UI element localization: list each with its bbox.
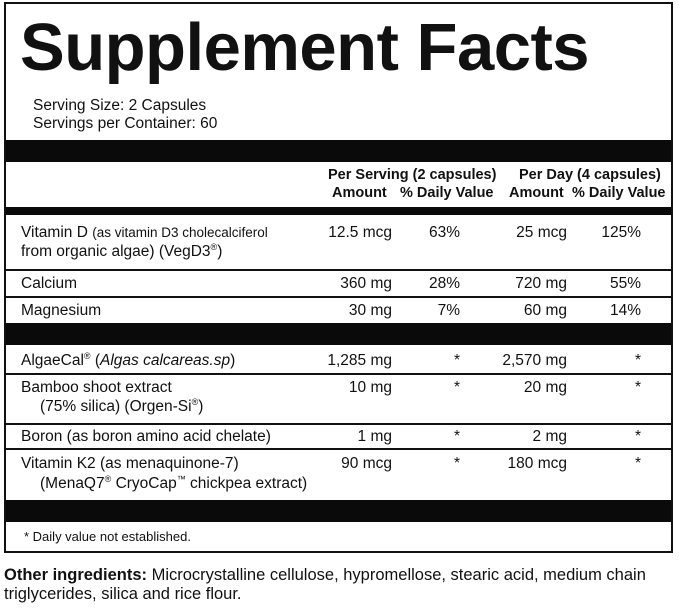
dv-day: 125%	[601, 224, 641, 241]
other-ingredients-text: Microcrystalline cellulose, hypromellose, stearic acid, medium chain triglycerides, silica and rice flour.	[4, 566, 646, 603]
dv-serving: *	[453, 379, 460, 396]
amount-serving: 30 mg	[348, 302, 392, 319]
nutrient-name-cont: from organic algae) (VegD3®)	[21, 241, 223, 260]
dv-day: *	[634, 428, 641, 445]
servings-per-container: Servings per Container: 60	[33, 115, 218, 132]
amount-serving: 360 mg	[340, 275, 392, 292]
amount-serving: 90 mcg	[341, 455, 392, 472]
amount-serving: 10 mg	[348, 379, 392, 396]
row-divider	[6, 269, 671, 271]
amount-day: 2,570 mg	[502, 352, 567, 369]
amount-day: 2 mg	[532, 428, 567, 445]
dv-day: *	[634, 352, 641, 369]
amount-serving: 1 mg	[357, 428, 392, 445]
header-per-day: Per Day (4 capsules)	[519, 167, 661, 183]
dv-serving: 63%	[428, 224, 460, 241]
nutrient-name: Bamboo shoot extract	[21, 379, 172, 396]
header-amount-serving: Amount	[332, 185, 387, 201]
dv-day: *	[634, 455, 641, 472]
row-divider	[6, 296, 671, 298]
dv-serving: *	[453, 352, 460, 369]
panel-title: Supplement Facts	[20, 10, 590, 85]
dv-day: 55%	[609, 275, 641, 292]
serving-size: Serving Size: 2 Capsules	[33, 97, 207, 114]
medium-divider	[6, 207, 671, 215]
amount-day: 25 mcg	[516, 224, 567, 241]
header-dv-serving: % Daily Value	[400, 185, 494, 201]
header-dv-day: % Daily Value	[572, 185, 666, 201]
nutrient-name: Magnesium	[21, 302, 102, 319]
other-ingredients	[4, 566, 674, 604]
row-divider	[6, 423, 671, 425]
amount-serving: 12.5 mcg	[328, 224, 392, 241]
nutrient-name: Vitamin D (as vitamin D3 cholecalciferol	[21, 224, 268, 241]
thick-divider-bottom	[6, 500, 671, 522]
amount-day: 60 mg	[523, 302, 567, 319]
row-divider	[6, 373, 671, 375]
header-amount-day: Amount	[509, 185, 564, 201]
dv-serving: 7%	[437, 302, 460, 319]
dv-serving: 28%	[428, 275, 460, 292]
header-per-serving: Per Serving (2 capsules)	[328, 167, 497, 183]
nutrient-name-cont: (75% silica) (Orgen-Si®)	[40, 396, 204, 415]
nutrient-name-cont: (MenaQ7® CryoCap™ chickpea extract)	[40, 473, 308, 492]
dv-day: *	[634, 379, 641, 396]
dv-serving: *	[453, 455, 460, 472]
amount-day: 20 mg	[523, 379, 567, 396]
nutrient-name: AlgaeCal® (Algas calcareas.sp)	[21, 350, 236, 369]
dv-serving: *	[453, 428, 460, 445]
footnote: * Daily value not established.	[24, 529, 191, 544]
other-ingredients-label: Other ingredients:	[4, 566, 148, 584]
dv-day: 14%	[609, 302, 641, 319]
nutrient-name: Calcium	[21, 275, 77, 292]
amount-day: 720 mg	[515, 275, 567, 292]
nutrient-name: Vitamin K2 (as menaquinone-7)	[21, 455, 239, 472]
supplement-facts-panel	[4, 2, 673, 553]
amount-day: 180 mcg	[507, 455, 567, 472]
thick-divider-top	[6, 140, 671, 162]
row-divider	[6, 448, 671, 450]
amount-serving: 1,285 mg	[327, 352, 392, 369]
nutrient-name: Boron (as boron amino acid chelate)	[21, 428, 271, 445]
thick-divider-middle	[6, 323, 671, 345]
